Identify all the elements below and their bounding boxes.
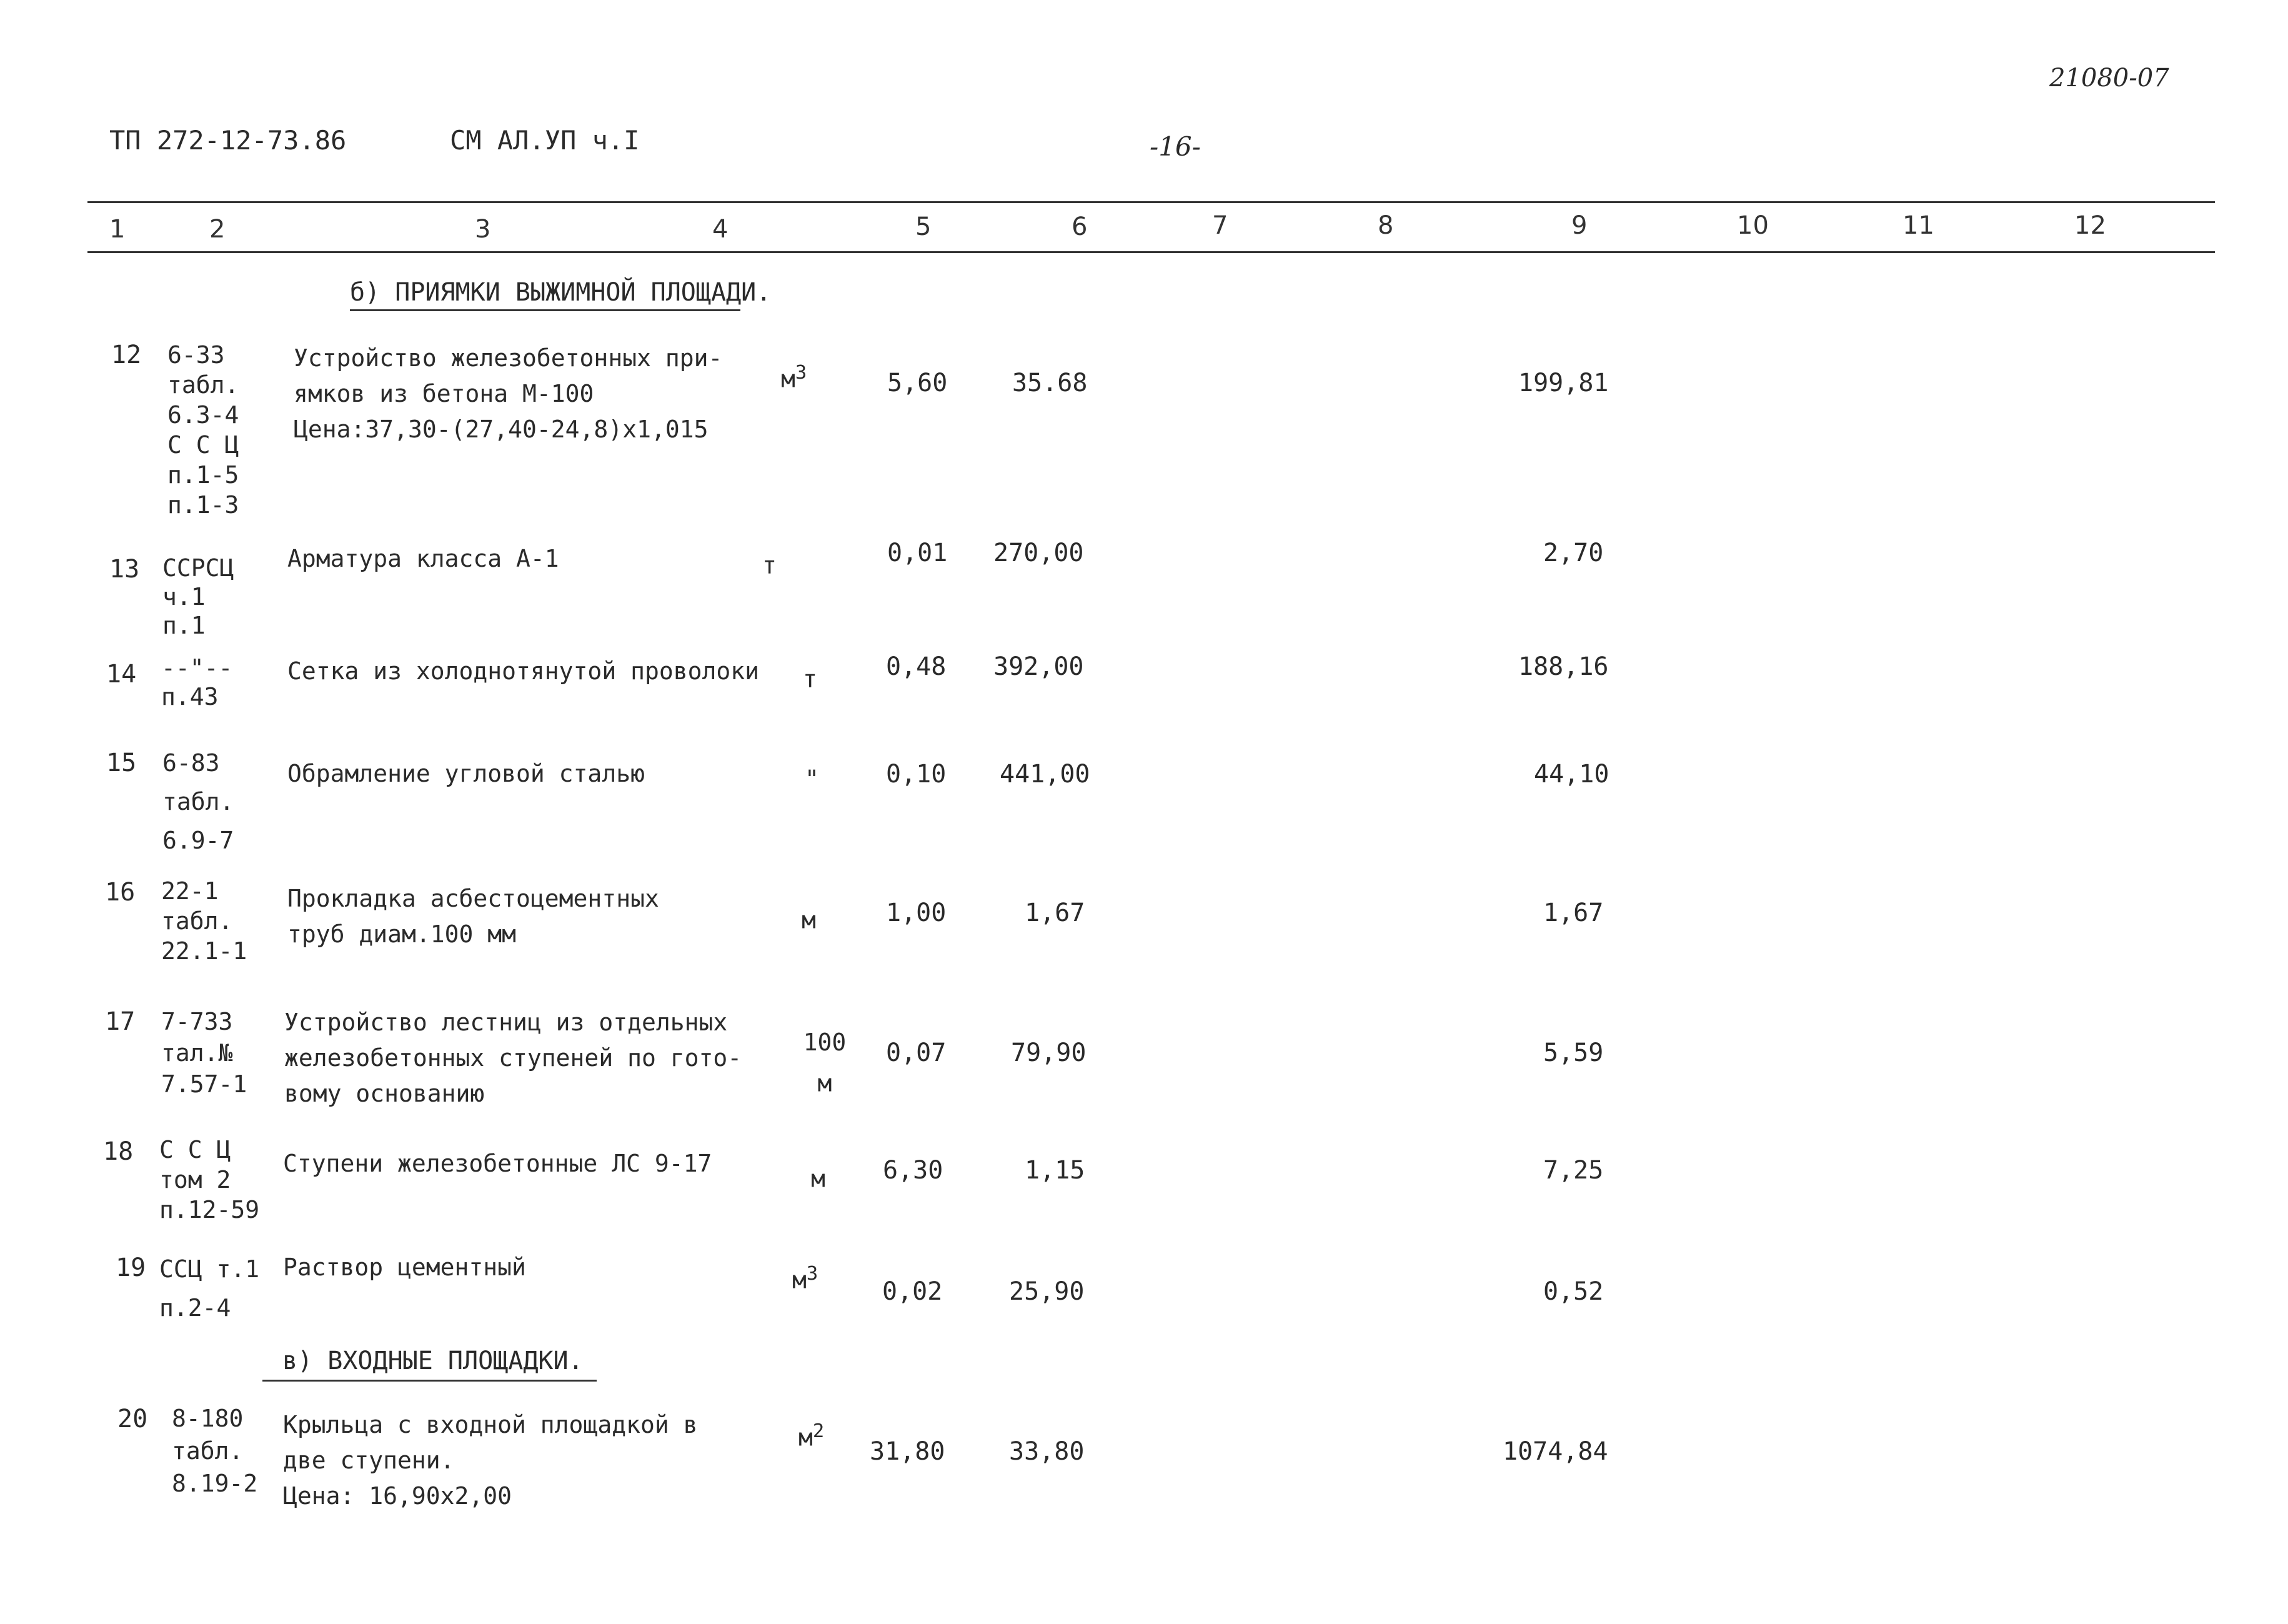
row-code: 7-733 тал.№ 7.57-1 xyxy=(161,1008,247,1098)
row-unit: $м^3$ xyxy=(781,362,807,393)
row-unit-price: 270,00 xyxy=(993,539,1084,567)
row-number: 13 xyxy=(109,555,140,584)
row-description: Устройство лестниц из отдельных железобетонных ступеней по гото- вому основанию xyxy=(284,1009,742,1107)
column-number-6: 6 xyxy=(1072,212,1088,241)
row-unit: $м^3$ xyxy=(792,1263,818,1294)
row-unit: т xyxy=(803,665,817,693)
row-unit-price: 1,15 xyxy=(1025,1156,1085,1185)
row-code: 8-180 табл. 8.19-2 xyxy=(172,1405,258,1497)
row-number: 20 xyxy=(117,1405,148,1433)
column-number-7: 7 xyxy=(1212,211,1228,240)
row-total: 199,81 xyxy=(1518,369,1609,397)
row-unit-price: 79,90 xyxy=(1011,1039,1087,1067)
row-code: С С Ц том 2 п.12-59 xyxy=(159,1136,260,1223)
row-description: Устройство железобетонных при- ямков из бетона М-100 Цена:37,30-(27,40-24,8)х1,015 xyxy=(294,344,723,443)
row-unit: м xyxy=(802,906,816,934)
column-number-1: 1 xyxy=(109,215,126,244)
row-unit: $м^2$ xyxy=(798,1420,825,1452)
row-quantity: 0,10 xyxy=(886,760,947,789)
row-unit-price: 392,00 xyxy=(993,652,1084,681)
row-quantity: 0,02 xyxy=(882,1277,943,1306)
row-unit-price: 441,00 xyxy=(1000,760,1090,789)
row-quantity: 1,00 xyxy=(886,899,947,927)
section-v-underline xyxy=(262,1380,597,1382)
column-number-5: 5 xyxy=(915,212,932,241)
row-number: 19 xyxy=(116,1253,146,1282)
page-number: -16- xyxy=(1150,131,1201,162)
document-series: СМ АЛ.УП ч.I xyxy=(450,125,640,156)
row-unit: " xyxy=(805,765,819,793)
row-total: 7,25 xyxy=(1543,1156,1604,1185)
row-total: 2,70 xyxy=(1543,539,1604,567)
row-unit: т xyxy=(762,551,777,579)
row-description: Обрамление угловой сталью xyxy=(287,760,645,787)
row-total: 188,16 xyxy=(1518,652,1609,681)
row-unit-price: 33,80 xyxy=(1009,1437,1085,1466)
row-quantity: 31,80 xyxy=(870,1437,945,1466)
row-unit: 100 м xyxy=(803,1029,847,1097)
row-total: 1074,84 xyxy=(1503,1437,1608,1466)
row-code: 6-33 табл. 6.3-4 С С Ц п.1-5 п.1-3 xyxy=(167,341,239,519)
row-quantity: 0,01 xyxy=(887,539,948,567)
row-code: ССЦ т.1 п.2-4 xyxy=(159,1255,260,1322)
row-total: 5,59 xyxy=(1543,1039,1604,1067)
row-description: Сетка из холоднотянутой проволоки xyxy=(287,657,759,685)
column-number-12: 12 xyxy=(2074,211,2106,240)
column-number-9: 9 xyxy=(1571,211,1588,240)
header-bottom-rule xyxy=(87,251,2215,253)
row-number: 18 xyxy=(103,1137,134,1166)
row-number: 14 xyxy=(106,660,137,689)
row-unit-price: 25,90 xyxy=(1009,1277,1085,1306)
section-b-underline xyxy=(350,309,740,311)
column-number-4: 4 xyxy=(712,215,729,244)
column-number-10: 10 xyxy=(1737,211,1769,240)
column-number-11: 11 xyxy=(1903,211,1934,240)
row-description: Крыльца с входной площадкой в две ступени. Цена: 16,90х2,00 xyxy=(283,1411,698,1510)
row-quantity: 6,30 xyxy=(883,1156,943,1185)
row-unit-price: 35.68 xyxy=(1012,369,1088,397)
row-quantity: 0,48 xyxy=(886,652,947,681)
column-number-3: 3 xyxy=(475,215,491,244)
row-unit: м xyxy=(811,1165,825,1193)
section-heading-v: в) ВХОДНЫЕ ПЛОЩАДКИ. xyxy=(282,1347,584,1375)
row-total: 1,67 xyxy=(1543,899,1604,927)
row-quantity: 0,07 xyxy=(886,1039,947,1067)
row-unit-price: 1,67 xyxy=(1025,899,1085,927)
column-number-8: 8 xyxy=(1378,211,1394,240)
document-code: ТП 272-12-73.86 xyxy=(109,125,347,156)
row-code: --"-- п.43 xyxy=(161,654,233,710)
row-code: 6-83 табл. 6.9-7 xyxy=(162,749,234,854)
sheet-id: 21080-07 xyxy=(2049,64,2169,92)
row-code: ССРСЦ ч.1 п.1 xyxy=(162,554,234,639)
row-number: 15 xyxy=(106,749,137,777)
row-number: 16 xyxy=(105,878,136,907)
row-description: Ступени железобетонные ЛС 9-17 xyxy=(283,1150,712,1177)
row-total: 0,52 xyxy=(1543,1277,1604,1306)
row-total: 44,10 xyxy=(1534,760,1609,789)
header-top-rule xyxy=(87,201,2215,203)
column-number-2: 2 xyxy=(209,215,226,244)
row-number: 17 xyxy=(105,1007,136,1036)
row-description: Арматура класса А-1 xyxy=(287,545,559,572)
row-quantity: 5,60 xyxy=(887,369,948,397)
row-code: 22-1 табл. 22.1-1 xyxy=(161,877,247,965)
row-number: 12 xyxy=(111,341,142,369)
section-heading-b: б) ПРИЯМКИ ВЫЖИМНОЙ ПЛОЩАДИ. xyxy=(350,278,772,307)
row-description: Прокладка асбестоцементных труб диам.100 мм xyxy=(287,885,659,948)
row-description: Раствор цементный xyxy=(283,1253,526,1281)
